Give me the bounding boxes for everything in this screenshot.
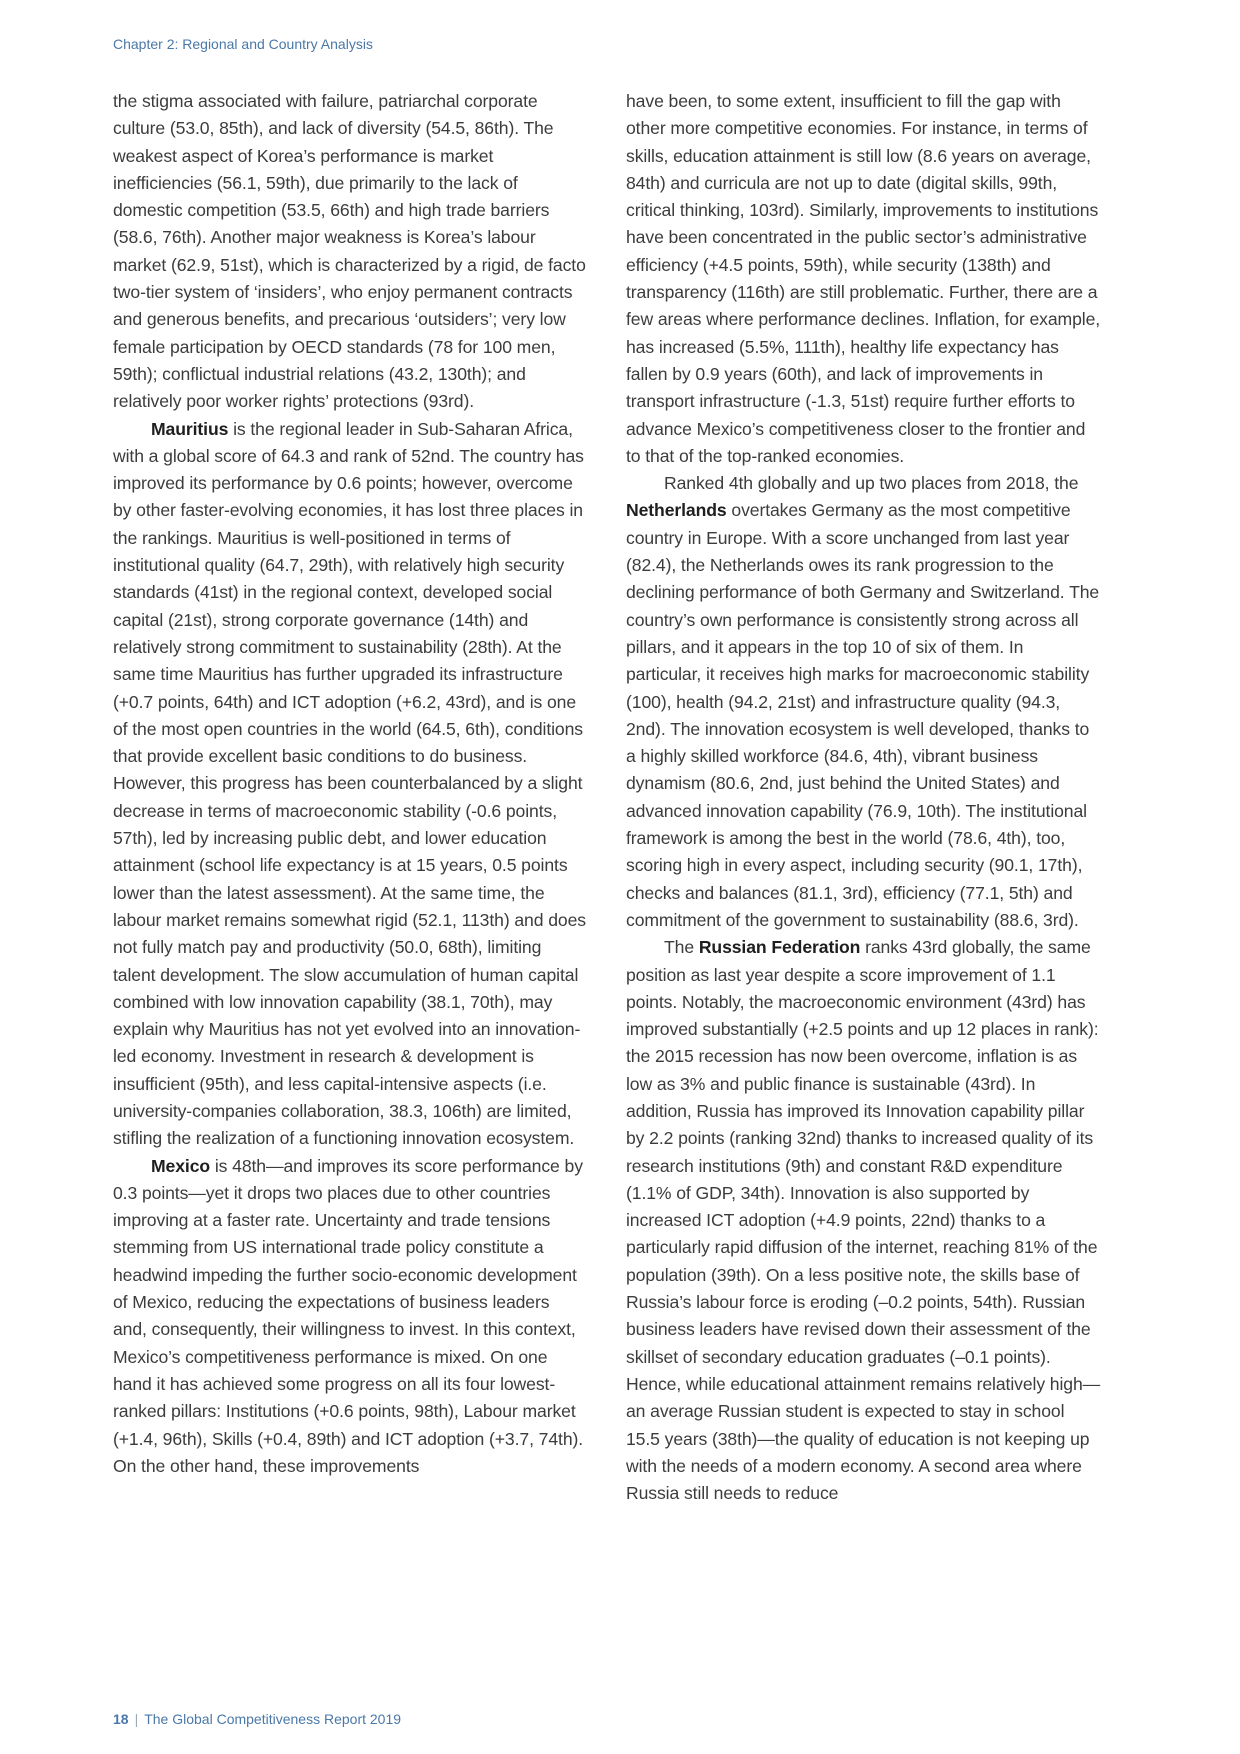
paragraph-mauritius-text: is the regional leader in Sub-Saharan Africa, with a global score of 64.3 and rank of 52nd. The country has improved its performance by 0.6 points; however, overcome by other faster-evolving economies, it has lost three places in the rankings. Mauritius is well-positioned in terms of institutional quality (64.7, 29th), with relatively high security standards (41st) in the regional context, developed social capital (21st), strong corporate governance (14th) and relatively strong commitment to sustainability (28th). At the same time Mauritius has further upgraded its infrastructure (+0.7 points, 64th) and ICT adoption (+6.2, 43rd), and is one of the most open countries in the world (64.5, 6th), conditions that provide excellent basic conditions to do business. However, this progress has been counterbalanced by a slight decrease in terms of macroeconomic stability (-0.6 points, 57th), led by increasing public debt, and lower education attainment (school life expectancy is at 15 years, 0.5 points lower than the latest assessment). At the same time, the labour market remains somewhat rigid (52.1, 113th) and does not fully match pay and productivity (50.0, 68th), limiting talent development. The slow accumulation of human capital combined with low innovation capability (38.1, 70th), may explain why Mauritius has not yet evolved into an innovation-led economy. Investment in research & development is insufficient (95th), and less capital-intensive aspects (i.e. university-companies collaboration, 38.3, 106th) are limited, stifling the realization of a functioning innovation ecosystem. [113,418,586,1149]
paragraph-mexico [113,1153,588,1481]
paragraph-russia-pre: The [664,937,699,958]
paragraph-netherlands-pre: Ranked 4th globally and up two places from 2018, the [664,473,1079,494]
paragraph-mexico-text: is 48th—and improves its score performance by 0.3 points—yet it drops two places due to other countries improving at a faster rate. Uncertainty and trade tensions stemming from US international trade policy constitute a headwind impeding the further socio-economic development of Mexico, reducing the expectations of business leaders and, consequently, their willingness to invest. In this context, Mexico’s competitiveness performance is mixed. On one hand it has achieved some progress on all its four lowest-ranked pillars: Institutions (+0.6 points, 98th), Labour market (+1.4, 96th), Skills (+0.4, 89th) and ICT adoption (+3.7, 74th). On the other hand, these improvements [113,1155,584,1476]
right-column [626,88,1101,1507]
country-name-netherlands: Netherlands [626,500,727,521]
left-column [113,88,588,1480]
footer-separator: | [134,1711,139,1727]
paragraph-korea: the stigma associated with failure, patriarchal corporate culture (53.0, 85th), and lack of diversity (54.5, 86th). The weakest aspect of Korea’s performance is market inefficiencies (56.1, 59th), due primarily to the lack of domestic competition (53.5, 66th) and high trade barriers (58.6, 76th). Another major weakness is Korea’s labour market (62.9, 51st), which is characterized by a rigid, de facto two-tier system of ‘insiders’, who enjoy permanent contracts and generous benefits, and precarious ‘outsiders’; very low female participation by OECD standards (78 for 100 men, 59th); conflictual industrial relations (43.2, 130th); and relatively poor worker rights’ protections (93rd). [113,91,586,412]
report-title: The Global Competitiveness Report 2019 [144,1711,402,1727]
page-footer [113,1711,401,1727]
country-name-mauritius: Mauritius [151,418,229,439]
country-name-russia: Russian Federation [698,937,861,958]
paragraph-russia [626,934,1101,1507]
paragraph-mauritius [113,416,588,1153]
paragraph-netherlands [626,470,1101,934]
chapter-header: Chapter 2: Regional and Country Analysis [113,36,373,52]
paragraph-russia-text: ranks 43rd globally, the same position as last year despite a score improvement of 1.1 points. Notably, the macroeconomic environment (43rd) has improved substantially (+2.5 points and up 12 places in rank): the 2015 recession has now been overcome, inflation is as low as 3% and public finance is sustainable (43rd). In addition, Russia has improved its Innovation capability pillar by 2.2 points (ranking 32nd) thanks to increased quality of its research institutions (9th) and constant R&D expenditure (1.1% of GDP, 34th). Innovation is also supported by increased ICT adoption (+4.9 points, 22nd) thanks to a particularly rapid diffusion of the internet, reaching 81% of the population (39th). On a less positive note, the skills base of Russia’s labour force is eroding (–0.2 points, 54th). Russian business leaders have revised down their assessment of the skillset of secondary education graduates (–0.1 points). Hence, while educational attainment remains relatively high—an average Russian student is expected to stay in school 15.5 years (38th)—the quality of education is not keeping up with the needs of a modern economy. A second area where Russia still needs to reduce [626,937,1101,1504]
paragraph-mexico-continued: have been, to some extent, insufficient to fill the gap with other more competitive economies. For instance, in terms of skills, education attainment is still low (8.6 years on average, 84th) and curricula are not up to date (digital skills, 99th, critical thinking, 103rd). Similarly, improvements to institutions have been concentrated in the public sector’s administrative efficiency (+4.5 points, 59th), while security (138th) and transparency (116th) are still problematic. Further, there are a few areas where performance declines. Inflation, for example, has increased (5.5%, 111th), healthy life expectancy has fallen by 0.9 years (60th), and lack of improvements in transport infrastructure (-1.3, 51st) require further efforts to advance Mexico’s competitiveness closer to the frontier and to that of the top-ranked economies. [626,91,1101,466]
page-number: 18 [113,1711,129,1727]
country-name-mexico: Mexico [151,1155,211,1176]
paragraph-netherlands-text: overtakes Germany as the most competitive country in Europe. With a score unchanged from last year (82.4), the Netherlands owes its rank progression to the declining performance of both Germany and Switzerland. The country’s own performance is consistently strong across all pillars, and it appears in the top 10 of six of them. In particular, it receives high marks for macroeconomic stability (100), health (94.2, 21st) and infrastructure quality (94.3, 2nd). The innovation ecosystem is well developed, thanks to a highly skilled workforce (84.6, 4th), vibrant business dynamism (80.6, 2nd, just behind the United States) and advanced innovation capability (76.9, 10th). The institutional framework is among the best in the world (78.6, 4th), too, scoring high in every aspect, including security (90.1, 17th), checks and balances (81.1, 3rd), efficiency (77.1, 5th) and commitment of the government to sustainability (88.6, 3rd). [626,500,1100,930]
